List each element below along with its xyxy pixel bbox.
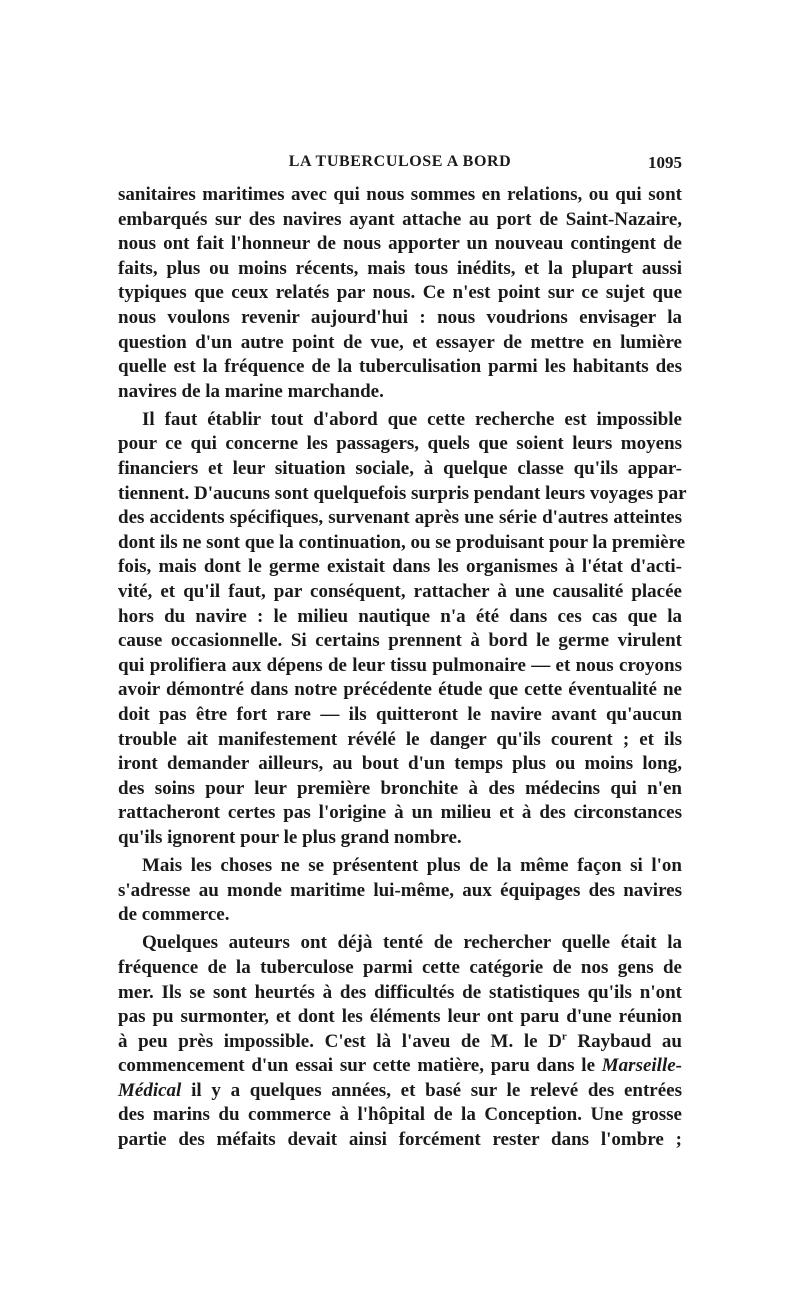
text-line: pas pu surmonter, et dont les éléments leur ont paru d'une réunion [118,1006,682,1028]
text-line: Quelques auteurs ont déjà tenté de rechercher quelle était la [142,932,682,954]
text-line: fréquence de la tuberculose parmi cette catégorie de nos gens de [118,956,682,978]
text-line: rattacheront certes pas l'origine à un milieu et à des circonstances [118,802,682,824]
running-head [118,153,682,179]
journal-title: Marseille- [601,1055,682,1077]
text-line: faits, plus ou moins récents, mais tous inédits, et la plupart aussi [118,257,682,279]
text-line: nous ont fait l'honneur de nous apporter un nouveau contingent de [118,233,682,255]
text-line: fois, mais dont le germe existait dans les organismes à l'état d'acti- [118,556,682,578]
text-line: avoir démontré dans notre précédente étude que cette éventualité ne [118,679,682,701]
journal-title: Médical [118,1079,182,1101]
text-line: mer. Ils se sont heurtés à des difficultés de statistiques qu'ils n'ont [118,981,682,1003]
text-line: cause occasionnelle. Si certains prennent à bord le germe virulent [118,630,682,652]
running-title: LA TUBERCULOSE A BORD [288,153,512,170]
text-line: typiques que ceux relatés par nous. Ce n'est point sur ce sujet que [118,282,682,304]
text-line: trouble ait manifestement révélé le danger qu'ils courent ; et ils [118,728,682,750]
text-line: de commerce. [118,904,230,926]
text-line: pour ce qui concerne les passagers, quels que soient leurs moyens [118,433,682,455]
text-segment: commencement d'un essai sur cette matière, paru dans le [118,1055,596,1077]
page-number: 1095 [648,153,682,172]
text-line: s'adresse au monde maritime lui-même, aux équipages des navires [118,879,682,901]
text-line: navires de la marine marchande. [118,380,384,402]
text-line: vité, et qu'il faut, par conséquent, rattacher à une causalité placée [118,581,682,602]
text-line: quelle est la fréquence de la tuberculisation parmi les habitants des [118,356,682,378]
text-line: embarqués sur des navires ayant attache au port de Saint-Nazaire, [118,208,682,230]
text-line [118,1030,682,1055]
text-segment: à peu près impossible. C'est là l'aveu de M. le D [118,1030,562,1052]
text-line: qui prolifiera aux dépens de leur tissu pulmonaire — et nous croyons [118,654,682,676]
text-line: iront demander ailleurs, au bout d'un temps plus ou moins long, [118,753,682,775]
text-line: hors du navire : le milieu nautique n'a été dans ces cas que la [118,605,682,627]
text-segment: Raybaud au [566,1030,682,1052]
text-line: doit pas être fort rare — ils quitteront le navire avant qu'aucun [118,703,682,725]
superscript-r: r [561,1030,567,1043]
text-line: question d'un autre point de vue, et essayer de mettre en lumière [118,331,682,353]
text-line: des marins du commerce à l'hôpital de la Conception. Une grosse [118,1104,682,1126]
paragraph-4 [118,931,682,1152]
text-line [118,1079,682,1104]
body-text [118,183,687,1156]
text-segment: il y a quelques années, et basé sur le relevé des entrées [191,1079,683,1101]
text-line: nous voulons revenir aujourd'hui : nous voudrions envisager la [118,306,682,328]
paragraph-3 [118,854,682,928]
text-line: dont ils ne sont que la continuation, ou se produisant pour la première [118,531,686,553]
text-line: tiennent. D'aucuns sont quelquefois surpris pendant leurs voyages par [118,482,687,504]
text-line [118,1054,682,1079]
text-line: qu'ils ignorent pour le plus grand nombre. [118,826,462,848]
paragraph-2 [118,408,687,851]
text-line: partie des méfaits devait ainsi forcément rester dans l'ombre ; [118,1129,682,1151]
text-line: sanitaires maritimes avec qui nous sommes en relations, ou qui sont [118,184,682,205]
text-line: des accidents spécifiques, survenant après une série d'autres atteintes [118,507,682,529]
text-line: Mais les choses ne se présentent plus de la même façon si l'on [142,855,682,877]
text-line: financiers et leur situation sociale, à quelque classe qu'ils appar- [118,458,682,480]
paragraph-1 [118,183,682,404]
text-line: des soins pour leur première bronchite à des médecins qui n'en [118,777,682,799]
text-line: Il faut établir tout d'abord que cette recherche est impossible [142,408,682,430]
